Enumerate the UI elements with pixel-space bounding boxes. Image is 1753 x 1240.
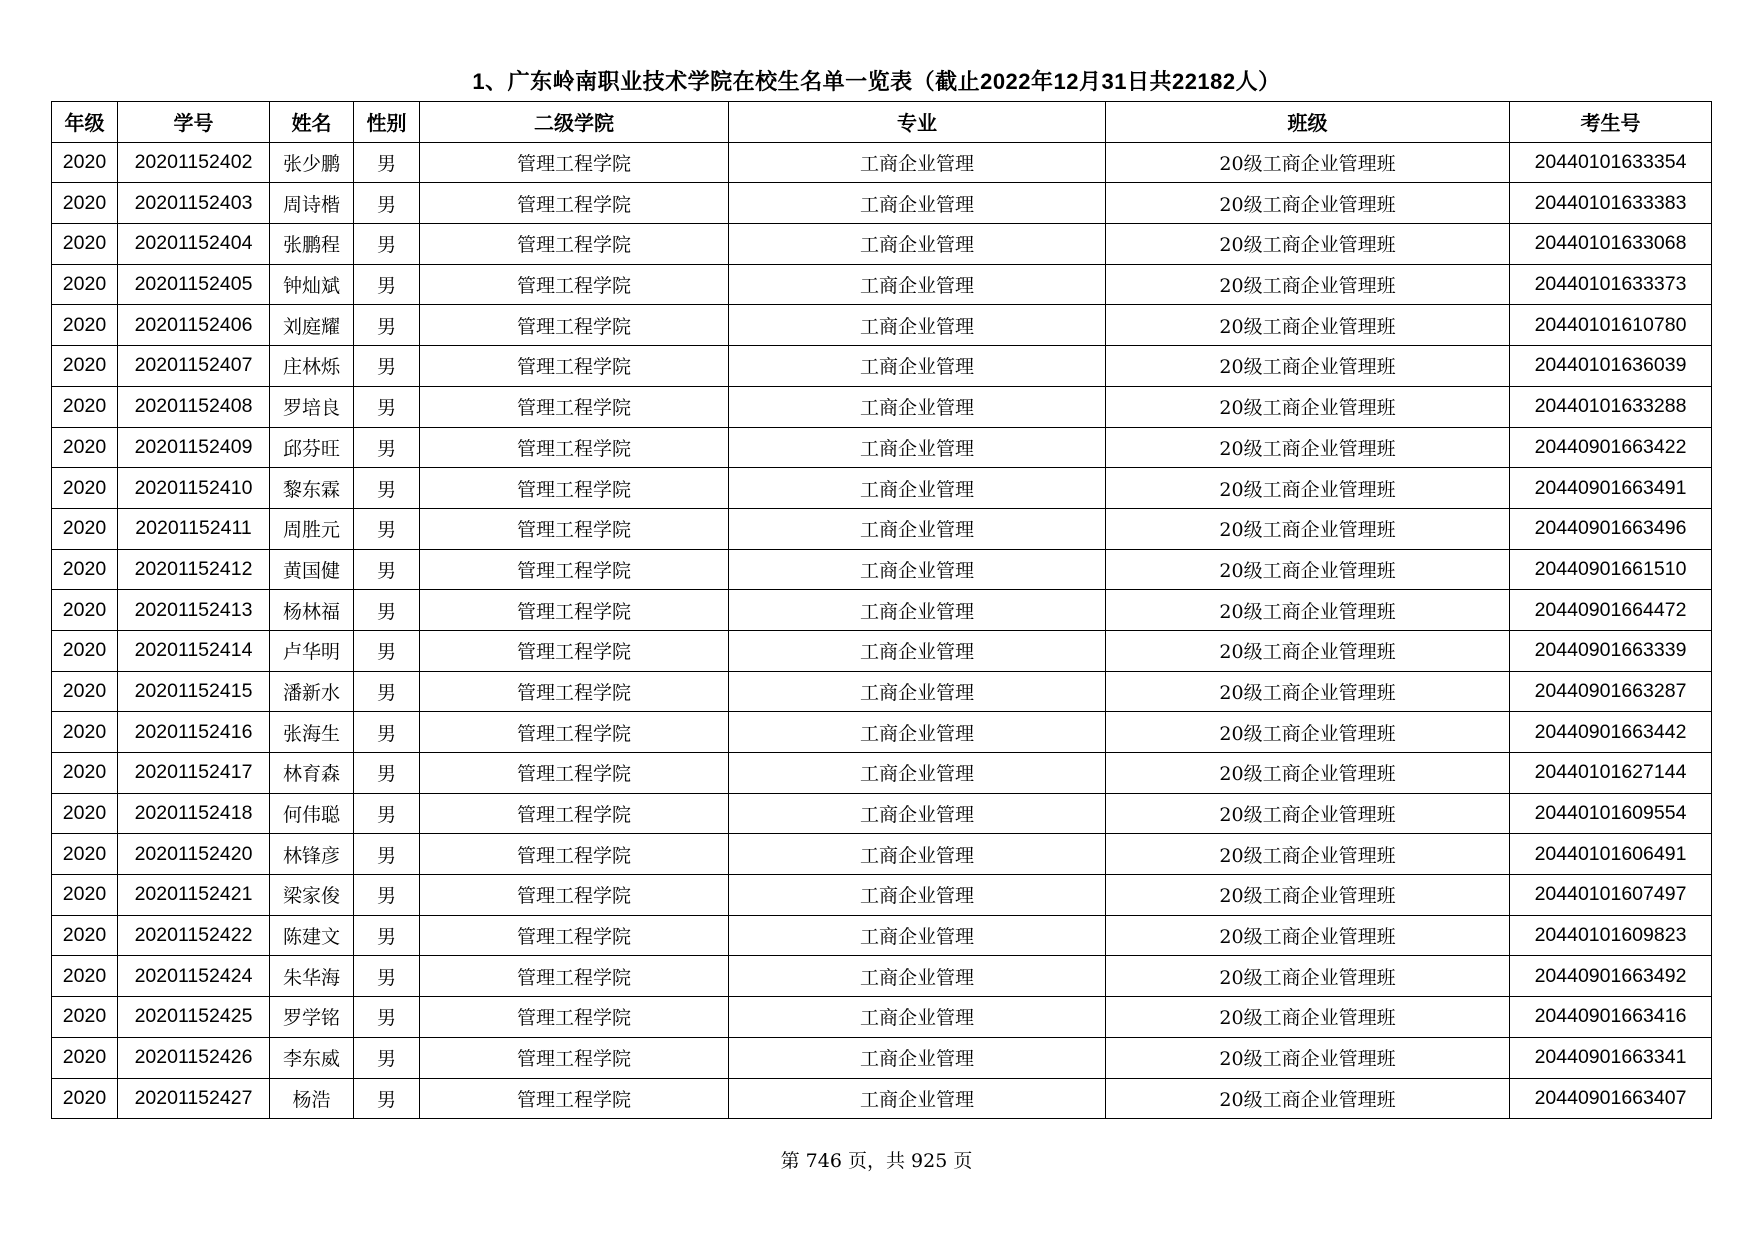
class-cell: 20级工商企业管理班: [1106, 834, 1510, 875]
college-cell: 管理工程学院: [420, 712, 729, 753]
exam-number-cell: 20440101627144: [1510, 753, 1712, 794]
table-row: [52, 468, 1712, 509]
class-cell: 20级工商企业管理班: [1106, 468, 1510, 509]
table-row: [52, 834, 1712, 875]
class-cell: 20级工商企业管理班: [1106, 956, 1510, 997]
class-cell: 20级工商企业管理班: [1106, 142, 1510, 183]
class-cell: 20级工商企业管理班: [1106, 753, 1510, 794]
header-row: [52, 102, 1712, 143]
college-cell: 管理工程学院: [420, 264, 729, 305]
class-cell: 20级工商企业管理班: [1106, 549, 1510, 590]
gender-cell: 男: [354, 224, 420, 265]
header-student-id: 学号: [118, 102, 270, 143]
major-cell: 工商企业管理: [729, 427, 1106, 468]
class-cell: 20级工商企业管理班: [1106, 590, 1510, 631]
grade-cell: 2020: [52, 834, 118, 875]
grade-cell: 2020: [52, 1078, 118, 1119]
grade-cell: 2020: [52, 753, 118, 794]
table-row: [52, 712, 1712, 753]
table-row: [52, 590, 1712, 631]
exam-number-cell: 20440101606491: [1510, 834, 1712, 875]
name-cell: 邱芬旺: [270, 427, 354, 468]
header-class: 班级: [1106, 102, 1510, 143]
class-cell: 20级工商企业管理班: [1106, 508, 1510, 549]
major-cell: 工商企业管理: [729, 142, 1106, 183]
college-cell: 管理工程学院: [420, 956, 729, 997]
student-id-cell: 20201152409: [118, 427, 270, 468]
class-cell: 20级工商企业管理班: [1106, 875, 1510, 916]
major-cell: 工商企业管理: [729, 834, 1106, 875]
table-row: [52, 956, 1712, 997]
student-id-cell: 20201152424: [118, 956, 270, 997]
name-cell: 张少鹏: [270, 142, 354, 183]
major-cell: 工商企业管理: [729, 305, 1106, 346]
name-cell: 潘新水: [270, 671, 354, 712]
grade-cell: 2020: [52, 590, 118, 631]
name-cell: 杨浩: [270, 1078, 354, 1119]
major-cell: 工商企业管理: [729, 183, 1106, 224]
name-cell: 朱华海: [270, 956, 354, 997]
table-row: [52, 386, 1712, 427]
student-id-cell: 20201152407: [118, 346, 270, 387]
major-cell: 工商企业管理: [729, 224, 1106, 265]
major-cell: 工商企业管理: [729, 671, 1106, 712]
class-cell: 20级工商企业管理班: [1106, 671, 1510, 712]
page-number: 第 746 页，共 925 页: [780, 1150, 973, 1172]
table-row: [52, 427, 1712, 468]
table-row: [52, 875, 1712, 916]
gender-cell: 男: [354, 508, 420, 549]
major-cell: 工商企业管理: [729, 264, 1106, 305]
student-id-cell: 20201152406: [118, 305, 270, 346]
college-cell: 管理工程学院: [420, 224, 729, 265]
name-cell: 林育森: [270, 753, 354, 794]
name-cell: 张鹏程: [270, 224, 354, 265]
major-cell: 工商企业管理: [729, 956, 1106, 997]
student-id-cell: 20201152421: [118, 875, 270, 916]
gender-cell: 男: [354, 549, 420, 590]
college-cell: 管理工程学院: [420, 630, 729, 671]
exam-number-cell: 20440901664472: [1510, 590, 1712, 631]
grade-cell: 2020: [52, 1037, 118, 1078]
student-id-cell: 20201152410: [118, 468, 270, 509]
name-cell: 刘庭耀: [270, 305, 354, 346]
grade-cell: 2020: [52, 183, 118, 224]
name-cell: 黎东霖: [270, 468, 354, 509]
student-id-cell: 20201152403: [118, 183, 270, 224]
college-cell: 管理工程学院: [420, 997, 729, 1038]
class-cell: 20级工商企业管理班: [1106, 1037, 1510, 1078]
grade-cell: 2020: [52, 224, 118, 265]
gender-cell: 男: [354, 183, 420, 224]
gender-cell: 男: [354, 427, 420, 468]
exam-number-cell: 20440901661510: [1510, 549, 1712, 590]
gender-cell: 男: [354, 997, 420, 1038]
student-id-cell: 20201152426: [118, 1037, 270, 1078]
major-cell: 工商企业管理: [729, 753, 1106, 794]
table-body: [52, 142, 1712, 1119]
major-cell: 工商企业管理: [729, 549, 1106, 590]
grade-cell: 2020: [52, 549, 118, 590]
college-cell: 管理工程学院: [420, 671, 729, 712]
student-id-cell: 20201152414: [118, 630, 270, 671]
exam-number-cell: 20440901663339: [1510, 630, 1712, 671]
name-cell: 庄林烁: [270, 346, 354, 387]
header-grade: 年级: [52, 102, 118, 143]
name-cell: 罗学铭: [270, 997, 354, 1038]
student-id-cell: 20201152404: [118, 224, 270, 265]
student-roster-table: [51, 101, 1712, 1119]
gender-cell: 男: [354, 386, 420, 427]
major-cell: 工商企业管理: [729, 1037, 1106, 1078]
table-row: [52, 183, 1712, 224]
table-row: [52, 997, 1712, 1038]
class-cell: 20级工商企业管理班: [1106, 630, 1510, 671]
major-cell: 工商企业管理: [729, 508, 1106, 549]
exam-number-cell: 20440901663341: [1510, 1037, 1712, 1078]
major-cell: 工商企业管理: [729, 630, 1106, 671]
college-cell: 管理工程学院: [420, 1037, 729, 1078]
exam-number-cell: 20440901663407: [1510, 1078, 1712, 1119]
student-id-cell: 20201152411: [118, 508, 270, 549]
student-id-cell: 20201152408: [118, 386, 270, 427]
college-cell: 管理工程学院: [420, 183, 729, 224]
major-cell: 工商企业管理: [729, 1078, 1106, 1119]
major-cell: 工商企业管理: [729, 875, 1106, 916]
grade-cell: 2020: [52, 346, 118, 387]
grade-cell: 2020: [52, 630, 118, 671]
grade-cell: 2020: [52, 468, 118, 509]
grade-cell: 2020: [52, 671, 118, 712]
student-id-cell: 20201152422: [118, 915, 270, 956]
exam-number-cell: 20440901663492: [1510, 956, 1712, 997]
class-cell: 20级工商企业管理班: [1106, 264, 1510, 305]
table-row: [52, 224, 1712, 265]
major-cell: 工商企业管理: [729, 346, 1106, 387]
name-cell: 黄国健: [270, 549, 354, 590]
college-cell: 管理工程学院: [420, 834, 729, 875]
table-row: [52, 508, 1712, 549]
name-cell: 周诗楷: [270, 183, 354, 224]
major-cell: 工商企业管理: [729, 468, 1106, 509]
student-id-cell: 20201152416: [118, 712, 270, 753]
name-cell: 李东威: [270, 1037, 354, 1078]
class-cell: 20级工商企业管理班: [1106, 183, 1510, 224]
major-cell: 工商企业管理: [729, 386, 1106, 427]
major-cell: 工商企业管理: [729, 997, 1106, 1038]
name-cell: 何伟聪: [270, 793, 354, 834]
name-cell: 周胜元: [270, 508, 354, 549]
gender-cell: 男: [354, 956, 420, 997]
table-row: [52, 1078, 1712, 1119]
table-row: [52, 264, 1712, 305]
exam-number-cell: 20440101607497: [1510, 875, 1712, 916]
gender-cell: 男: [354, 712, 420, 753]
gender-cell: 男: [354, 915, 420, 956]
header-gender: 性别: [354, 102, 420, 143]
exam-number-cell: 20440901663287: [1510, 671, 1712, 712]
class-cell: 20级工商企业管理班: [1106, 346, 1510, 387]
exam-number-cell: 20440101610780: [1510, 305, 1712, 346]
table-row: [52, 1037, 1712, 1078]
table-row: [52, 630, 1712, 671]
table-row: [52, 793, 1712, 834]
gender-cell: 男: [354, 793, 420, 834]
student-id-cell: 20201152427: [118, 1078, 270, 1119]
table-row: [52, 549, 1712, 590]
table-row: [52, 142, 1712, 183]
exam-number-cell: 20440101633068: [1510, 224, 1712, 265]
gender-cell: 男: [354, 630, 420, 671]
student-id-cell: 20201152405: [118, 264, 270, 305]
college-cell: 管理工程学院: [420, 508, 729, 549]
page-title: 1、广东岭南职业技术学院在校生名单一览表（截止2022年12月31日共22182人）: [472, 69, 1281, 94]
grade-cell: 2020: [52, 508, 118, 549]
college-cell: 管理工程学院: [420, 346, 729, 387]
major-cell: 工商企业管理: [729, 915, 1106, 956]
gender-cell: 男: [354, 142, 420, 183]
exam-number-cell: 20440901663442: [1510, 712, 1712, 753]
student-id-cell: 20201152412: [118, 549, 270, 590]
exam-number-cell: 20440901663416: [1510, 997, 1712, 1038]
grade-cell: 2020: [52, 875, 118, 916]
college-cell: 管理工程学院: [420, 753, 729, 794]
exam-number-cell: 20440901663491: [1510, 468, 1712, 509]
exam-number-cell: 20440901663422: [1510, 427, 1712, 468]
gender-cell: 男: [354, 468, 420, 509]
college-cell: 管理工程学院: [420, 549, 729, 590]
class-cell: 20级工商企业管理班: [1106, 997, 1510, 1038]
student-id-cell: 20201152415: [118, 671, 270, 712]
class-cell: 20级工商企业管理班: [1106, 305, 1510, 346]
grade-cell: 2020: [52, 142, 118, 183]
gender-cell: 男: [354, 1078, 420, 1119]
exam-number-cell: 20440101633354: [1510, 142, 1712, 183]
grade-cell: 2020: [52, 712, 118, 753]
major-cell: 工商企业管理: [729, 712, 1106, 753]
table-row: [52, 305, 1712, 346]
major-cell: 工商企业管理: [729, 793, 1106, 834]
exam-number-cell: 20440101633288: [1510, 386, 1712, 427]
exam-number-cell: 20440901663496: [1510, 508, 1712, 549]
college-cell: 管理工程学院: [420, 468, 729, 509]
gender-cell: 男: [354, 834, 420, 875]
header-college: 二级学院: [420, 102, 729, 143]
class-cell: 20级工商企业管理班: [1106, 1078, 1510, 1119]
college-cell: 管理工程学院: [420, 1078, 729, 1119]
gender-cell: 男: [354, 1037, 420, 1078]
college-cell: 管理工程学院: [420, 386, 729, 427]
header-exam-number: 考生号: [1510, 102, 1712, 143]
table-row: [52, 753, 1712, 794]
major-cell: 工商企业管理: [729, 590, 1106, 631]
header-name: 姓名: [270, 102, 354, 143]
gender-cell: 男: [354, 264, 420, 305]
name-cell: 杨林福: [270, 590, 354, 631]
student-id-cell: 20201152417: [118, 753, 270, 794]
grade-cell: 2020: [52, 997, 118, 1038]
exam-number-cell: 20440101633373: [1510, 264, 1712, 305]
student-id-cell: 20201152420: [118, 834, 270, 875]
grade-cell: 2020: [52, 386, 118, 427]
name-cell: 陈建文: [270, 915, 354, 956]
student-id-cell: 20201152418: [118, 793, 270, 834]
grade-cell: 2020: [52, 915, 118, 956]
college-cell: 管理工程学院: [420, 590, 729, 631]
name-cell: 钟灿斌: [270, 264, 354, 305]
exam-number-cell: 20440101609823: [1510, 915, 1712, 956]
class-cell: 20级工商企业管理班: [1106, 224, 1510, 265]
grade-cell: 2020: [52, 305, 118, 346]
grade-cell: 2020: [52, 793, 118, 834]
class-cell: 20级工商企业管理班: [1106, 793, 1510, 834]
name-cell: 罗培良: [270, 386, 354, 427]
gender-cell: 男: [354, 875, 420, 916]
class-cell: 20级工商企业管理班: [1106, 427, 1510, 468]
college-cell: 管理工程学院: [420, 875, 729, 916]
name-cell: 卢华明: [270, 630, 354, 671]
exam-number-cell: 20440101636039: [1510, 346, 1712, 387]
student-id-cell: 20201152425: [118, 997, 270, 1038]
gender-cell: 男: [354, 753, 420, 794]
name-cell: 张海生: [270, 712, 354, 753]
class-cell: 20级工商企业管理班: [1106, 712, 1510, 753]
college-cell: 管理工程学院: [420, 915, 729, 956]
table-header: [52, 102, 1712, 143]
table-row: [52, 671, 1712, 712]
class-cell: 20级工商企业管理班: [1106, 915, 1510, 956]
college-cell: 管理工程学院: [420, 305, 729, 346]
table-row: [52, 346, 1712, 387]
student-id-cell: 20201152413: [118, 590, 270, 631]
gender-cell: 男: [354, 590, 420, 631]
header-major: 专业: [729, 102, 1106, 143]
grade-cell: 2020: [52, 956, 118, 997]
table-row: [52, 915, 1712, 956]
name-cell: 梁家俊: [270, 875, 354, 916]
college-cell: 管理工程学院: [420, 142, 729, 183]
gender-cell: 男: [354, 671, 420, 712]
exam-number-cell: 20440101633383: [1510, 183, 1712, 224]
student-id-cell: 20201152402: [118, 142, 270, 183]
exam-number-cell: 20440101609554: [1510, 793, 1712, 834]
class-cell: 20级工商企业管理班: [1106, 386, 1510, 427]
grade-cell: 2020: [52, 427, 118, 468]
gender-cell: 男: [354, 346, 420, 387]
college-cell: 管理工程学院: [420, 427, 729, 468]
college-cell: 管理工程学院: [420, 793, 729, 834]
grade-cell: 2020: [52, 264, 118, 305]
name-cell: 林锋彦: [270, 834, 354, 875]
gender-cell: 男: [354, 305, 420, 346]
